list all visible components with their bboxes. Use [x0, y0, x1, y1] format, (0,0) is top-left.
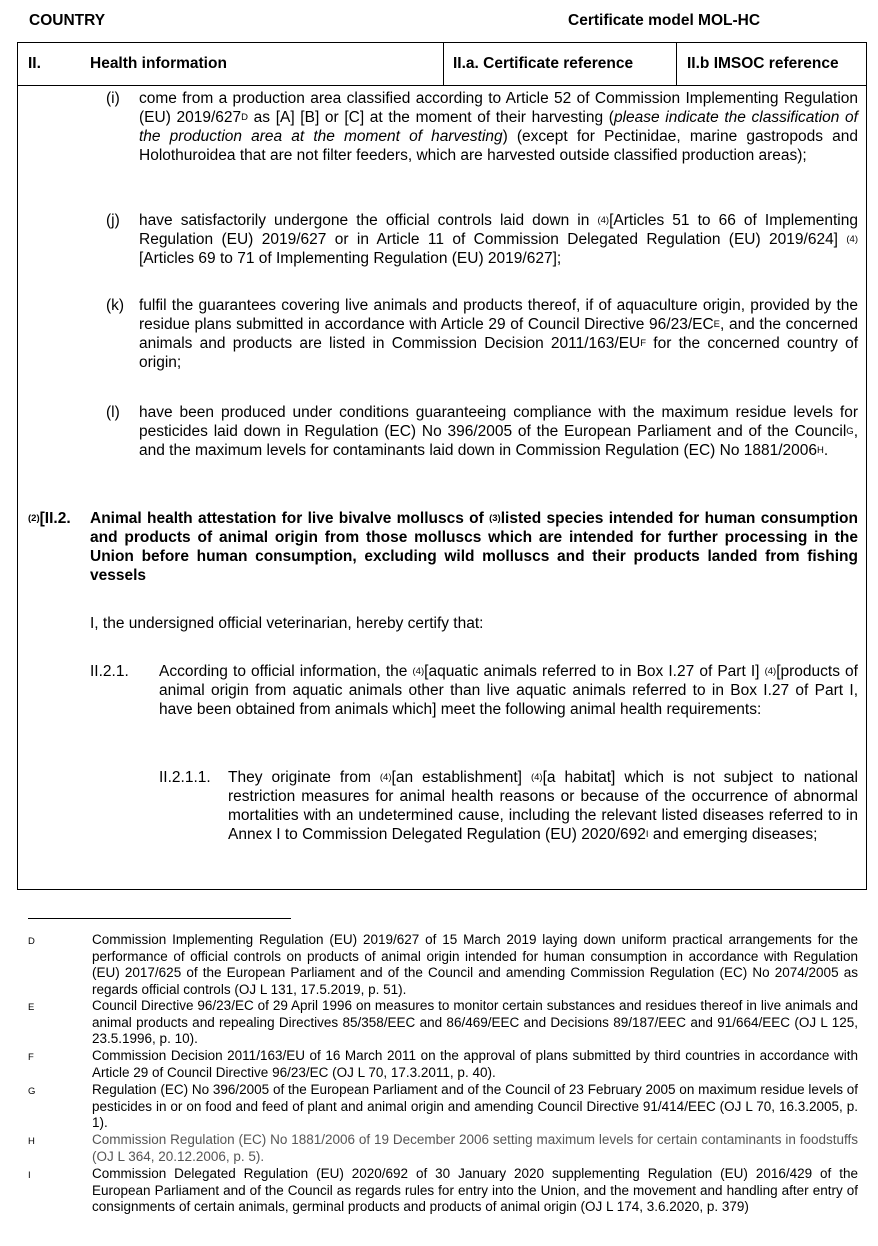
section-ii211-text: They originate from $^{(4)}$[an establishment] $^{(4)}$[a habitat] which is not subject to national restriction measures for animal health reasons or because of the occurrence of abnormal mortalities with an undetermined cause, including the relevant listed diseases referred to in Annex I to Commission Delegated Regulation (EU) $2020/692^I$ and emerging diseases;	[228, 769, 858, 843]
section-ii2-heading: Animal health attestation for live bivalve molluscs of $^{(3)}$listed species intended for human consumption and products of animal origin from those molluscs which are intended for further processing in the Union before human consumption, excluding wild molluscs and their products landed from fishing vessels	[90, 510, 858, 584]
footnote-separator	[28, 918, 291, 919]
footnote-mark: H	[28, 1136, 35, 1147]
item-j-text: have satisfactorily undergone the official controls laid down in $^{(4)}$[Articles 51 to 66 of Implementing Regulation (EU) 2019/627 or in Article 11 of Commission Delegated Regulation (EU) 2019/624] $^{(4)}$[Articles 69 to 71 of Implementing Regulation (EU) 2019/627];	[139, 212, 858, 267]
section-ii211-number: II.2.1.1.	[159, 769, 211, 786]
certificate-frame	[17, 42, 867, 890]
section-ii21-text: According to official information, the $^{(4)}$[aquatic animals referred to in Box I.27 of Part I] $^{(4)}$[products of animal origin from aquatic animals other than live aquatic animals referred to in Box I.27 of Part I, have been obtained from animals which] meet the following animal health requirements:	[159, 663, 858, 718]
header-divider	[676, 42, 677, 86]
footnote-text: Commission Decision 2011/163/EU of 16 March 2011 on the approval of plans submitted by third countries in accordance with Article 29 of Council Directive 96/23/EC (OJ L 70, 17.3.2011, p. 40).	[92, 1048, 858, 1080]
footnote-mark: G	[28, 1086, 36, 1097]
footnote-mark: F	[28, 1052, 34, 1063]
certificate-model: Certificate model MOL-HC	[568, 12, 761, 29]
section-title: Health information	[90, 55, 227, 72]
certificate-reference-header: II.a. Certificate reference	[453, 55, 634, 72]
item-l-text: have been produced under conditions guaranteeing compliance with the maximum residue levels for pesticides laid down in Regulation (EC) No 396/2005 of the European Parliament and of the Council$^G$, and the maximum levels for contaminants laid down in Commission Regulation (EC) No $1881/2006^H$.	[139, 404, 858, 459]
section-ii2-number: $^{(2)}$[II.2.	[28, 510, 71, 527]
certify-statement: I, the undersigned official veterinarian, hereby certify that:	[90, 615, 484, 632]
item-label-k: (k)	[106, 297, 125, 314]
footnote-mark: I	[28, 1170, 31, 1181]
item-label-l: (l)	[106, 404, 120, 421]
header-divider	[443, 42, 444, 86]
item-label-j: (j)	[106, 212, 120, 229]
footnote-text: Council Directive 96/23/EC of 29 April 1996 on measures to monitor certain substances and residues thereof in live animals and animal products and repealing Directives 85/358/EEC and 86/469/EEC and Decisions 89/187/EEC and 91/664/EEC (OJ L 125, 23.5.1996, p. 10).	[92, 998, 858, 1046]
footnote-mark: E	[28, 1002, 35, 1013]
footnote-text: Commission Regulation (EC) No 1881/2006 of 19 December 2006 setting maximum levels for certain contaminants in foodstuffs (OJ L 364, 20.12.2006, p. 5).	[92, 1132, 858, 1164]
item-label-i: (i)	[106, 90, 120, 107]
item-i-text: come from a production area classified according to Article 52 of Commission Implementing Regulation (EU) $2019/627^D$ as [A] [B] or [C] at the moment of their harvesting (please indicate the classification of the production area at the moment of harvesting) (except for Pectinidae, marine gastropods and Holothuroidea that are not filter feeders, which are harvested outside classified production areas);	[139, 90, 858, 164]
item-k-text: fulfil the guarantees covering live animals and products thereof, if of aquaculture origin, provided by the residue plans submitted in accordance with Article 29 of Council Directive $96/23/EC^E$, and the concerned animals and products are listed in Commission Decision $2011/163/EU^F$ for the concerned country of origin;	[139, 297, 859, 371]
section-number: II.	[28, 55, 41, 72]
footnote-mark: D	[28, 936, 35, 947]
footnote-text: Commission Implementing Regulation (EU) 2019/627 of 15 March 2019 laying down uniform practical arrangements for the performance of official controls on products of animal origin intended for human consumption in accordance with Regulation (EU) 2017/625 of the European Parliament and of the Council and amending Commission Regulation (EC) No 2074/2005 as regards official controls (OJ L 131, 17.5.2019, p. 51).	[92, 932, 858, 997]
footnote-text: Commission Delegated Regulation (EU) 2020/692 of 30 January 2020 supplementing Regulation (EU) 2016/429 of the European Parliament and of the Council as regards rules for entry into the Union, and the movement and handling after entry of consignments of certain animals, germinal products and products of animal origin (OJ L 174, 3.6.2020, p. 379)	[92, 1166, 858, 1214]
imsoc-reference-header: II.b IMSOC reference	[687, 55, 839, 72]
footnote-text: Regulation (EC) No 396/2005 of the European Parliament and of the Council of 23 February 2005 on maximum residue levels of pesticides in or on food and feed of plant and animal origin and amending Council Directive 91/414/EEC (OJ L 70, 16.3.2005, p. 1).	[92, 1082, 858, 1130]
country-label: COUNTRY	[29, 12, 106, 29]
section-ii21-number: II.2.1.	[90, 663, 129, 680]
